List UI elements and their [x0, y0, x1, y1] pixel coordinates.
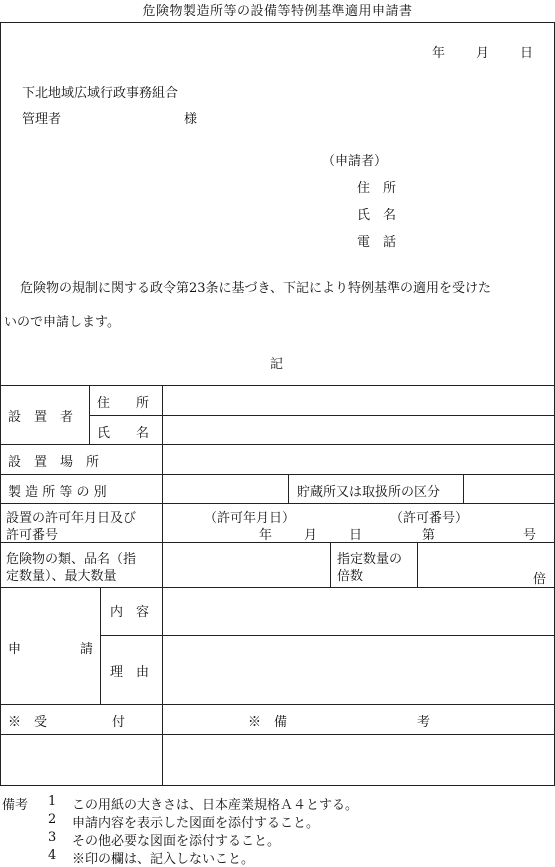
facility-type-label: 製 造 所 等 の 別: [8, 485, 107, 500]
table-line: [0, 542, 555, 543]
applicant-name-label: 氏 名: [357, 208, 397, 223]
storage-class-label: 貯蔵所又は取扱所の区分: [297, 485, 441, 500]
note-number: 2: [48, 812, 57, 827]
permit-number-heading: （許可番号）: [390, 511, 469, 526]
application-label-shin: 申: [8, 642, 22, 657]
installer-label: 設 置 者: [8, 410, 74, 425]
hazard-label-line1: 危険物の類、品名（指: [6, 552, 137, 567]
permit-label-line2: 許可番号: [6, 528, 59, 543]
table-line: [0, 474, 555, 475]
permit-dai-label: 第: [422, 528, 436, 543]
applicant-address-label: 住 所: [357, 181, 397, 196]
permit-go-label: 号: [523, 528, 537, 543]
body-text-line2: いので申請します。: [4, 315, 120, 330]
reception-label: ※ 受 付: [8, 715, 126, 730]
frame-top-line: [0, 22, 555, 23]
applicant-heading: （申請者）: [322, 154, 388, 169]
ki-heading: 記: [270, 357, 284, 372]
date-month: 月: [476, 46, 490, 61]
addressee-role: 管理者: [22, 112, 62, 127]
table-line: [0, 444, 555, 445]
date-year: 年: [432, 46, 446, 61]
installer-name-label: 氏 名: [97, 426, 150, 441]
installation-place-label: 設 置 場 所: [8, 455, 100, 470]
hazard-label-line2: 定数量）、最大数量: [6, 569, 117, 584]
installer-address-label: 住 所: [97, 396, 150, 411]
addressee-sama: 様: [184, 112, 198, 127]
permit-day-label: 日: [349, 528, 363, 543]
remarks-label: ※ 備 考: [248, 715, 431, 730]
table-line: [0, 734, 555, 735]
date-day: 日: [520, 46, 534, 61]
note-text: 申請内容を表示した図面を添付すること。: [72, 816, 320, 831]
table-line: [0, 503, 555, 504]
table-line: [89, 385, 90, 444]
note-text: その他必要な図面を添付すること。: [72, 834, 281, 849]
body-text-line1: 危険物の規制に関する政令第23条に基づき、下記により特例基準の適用を受けた: [20, 281, 492, 296]
table-line: [0, 785, 555, 786]
table-line: [330, 542, 331, 587]
table-line: [463, 474, 464, 503]
table-line: [100, 635, 555, 636]
table-line: [417, 542, 418, 587]
note-number: 4: [48, 848, 57, 863]
table-line: [162, 587, 163, 785]
applicant-phone-label: 電 話: [357, 235, 397, 250]
reason-label: 理 由: [110, 665, 150, 680]
form-title: 危険物製造所等の設備等特例基準適用申請書: [142, 4, 413, 19]
table-line: [288, 474, 289, 503]
application-label-sei: 請: [80, 642, 94, 657]
addressee-org: 下北地域広域行政事務組合: [22, 86, 179, 101]
permit-month-label: 月: [304, 528, 318, 543]
notes-label: 備考: [2, 798, 29, 813]
note-text: ※印の欄は、記入しないこと。: [72, 852, 255, 867]
table-line: [0, 587, 555, 588]
multiple-label-line2: 倍数: [337, 569, 364, 584]
table-line: [0, 385, 555, 386]
content-label: 内 容: [110, 605, 150, 620]
permit-year-label: 年: [259, 528, 273, 543]
table-line: [0, 704, 555, 705]
note-number: 1: [48, 794, 57, 809]
multiple-bai-unit: 倍: [533, 572, 547, 587]
note-text: この用紙の大きさは、日本産業規格Ａ４とする。: [72, 798, 359, 813]
table-line: [162, 385, 163, 587]
multiple-label-line1: 指定数量の: [337, 552, 403, 567]
note-number: 3: [48, 830, 57, 845]
frame-left-line: [0, 22, 1, 786]
permit-label-line1: 設置の許可年月日及び: [6, 511, 137, 526]
table-line: [89, 415, 555, 416]
table-line: [100, 587, 101, 704]
permit-date-heading: （許可年月日）: [204, 511, 296, 526]
